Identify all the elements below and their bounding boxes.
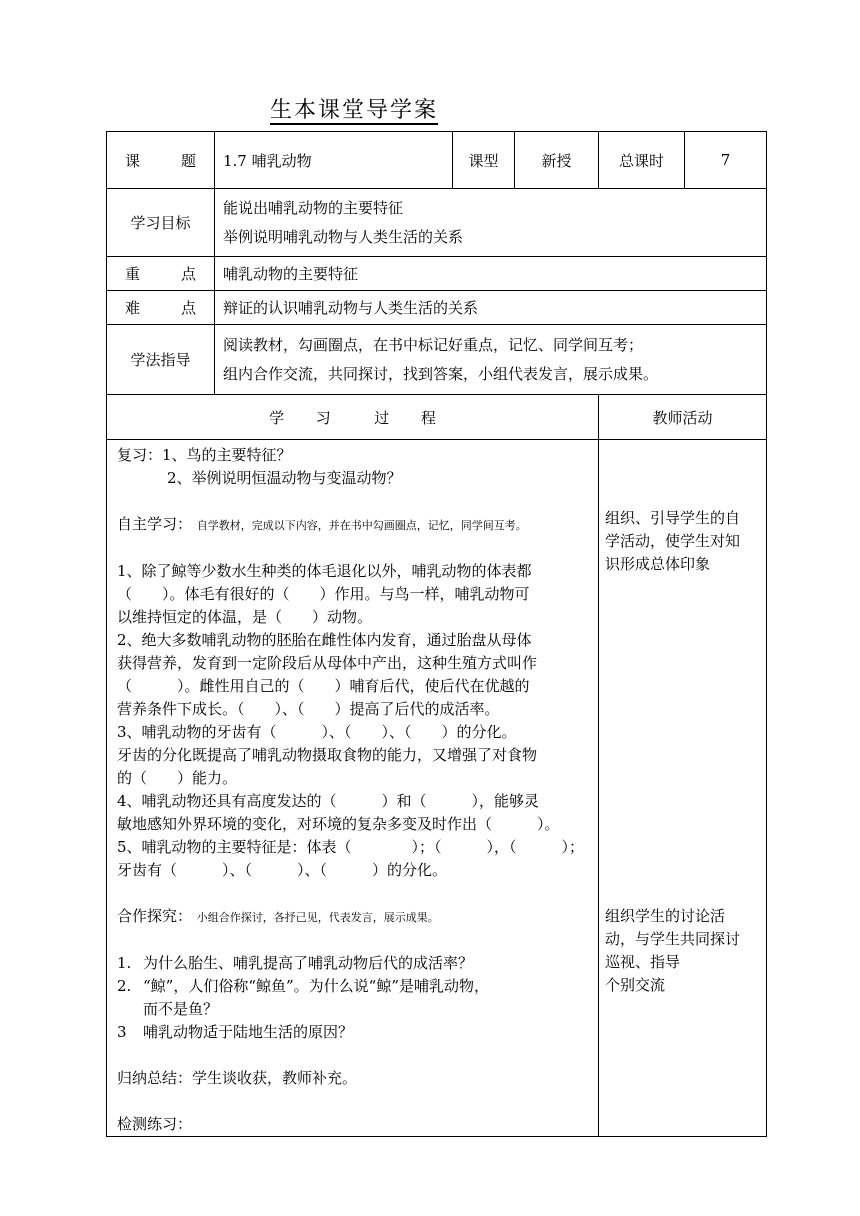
teacher-line: 动，与学生共同探讨	[605, 930, 741, 948]
method-line: 阅读教材，勾画圈点，在书中标记好重点，记忆、同学间互考；	[223, 335, 644, 354]
item-line: 5、哺乳动物的主要特征是：体表（ ）；（ ），（ ）；	[117, 838, 585, 856]
key-point-row	[107, 257, 767, 291]
teacher-line: 组织学生的讨论活	[605, 907, 726, 925]
key-label-char: 点	[180, 265, 196, 283]
teacher-line: 学活动，使学生对知	[605, 532, 741, 550]
topic-row	[107, 132, 767, 189]
question-text-line: “鲸”，人们俗称“鲸鱼”。为什么说“鲸”是哺乳动物，	[143, 977, 490, 995]
process-content	[107, 440, 599, 1137]
total-label: 总课时	[599, 132, 685, 189]
objectives-row	[107, 189, 767, 257]
question-1	[117, 952, 590, 975]
item-line: 牙齿的分化既提高了哺乳动物摄取食物的能力，又增强了对食物	[117, 746, 538, 764]
topic-label-cell	[107, 132, 215, 189]
item-line: 营养条件下成长。（ ）、（ ）提高了后代的成活率。	[117, 700, 500, 718]
key-label-char: 重	[125, 265, 141, 283]
item-line: （ ）。体毛有很好的（ ）作用。与鸟一样，哺乳动物可	[117, 585, 530, 603]
difficulty-label	[107, 291, 215, 325]
item-line: 敏地感知外界环境的变化，对环境的复杂多变及时作出（ ）。	[117, 815, 560, 833]
item-line: 2、绝大多数哺乳动物的胚胎在雌性体内发育，通过胎盘从母体	[117, 631, 532, 649]
item-line: 4、哺乳动物还具有高度发达的（ ）和（ ），能够灵	[117, 792, 540, 810]
difficulty-row	[107, 291, 767, 325]
difficulty-label-char: 难	[125, 299, 141, 317]
question-number: 3	[117, 1023, 127, 1041]
type-label: 课型	[453, 132, 515, 189]
lesson-plan-table	[106, 131, 767, 1137]
type-value: 新授	[515, 132, 599, 189]
objectives-value	[215, 189, 767, 257]
process-header-char: 过	[374, 408, 390, 427]
topic-value: 1.7 哺乳动物	[215, 132, 453, 189]
method-row	[107, 325, 767, 395]
process-header-char: 程	[420, 408, 436, 427]
difficulty-value: 辩证的认识哺乳动物与人类生活的关系	[215, 291, 767, 325]
key-point-value: 哺乳动物的主要特征	[215, 257, 767, 291]
teacher-line: 组织、引导学生的自	[605, 509, 741, 527]
self-study-note: 自学教材，完成以下内容，并在书中勾画圈点，记忆，同学间互考。	[196, 519, 527, 532]
process-header-char: 习	[315, 408, 331, 427]
coop-label: 合作探究：	[117, 907, 193, 925]
topic-label-char: 课	[125, 151, 141, 170]
item-line: 的（ ）能力。	[117, 769, 238, 787]
question-text: 为什么胎生、哺乳提高了哺乳动物后代的成活率？	[143, 954, 474, 972]
question-text-line: 而不是鱼？	[143, 1000, 219, 1018]
teacher-line: 巡视、指导	[605, 953, 681, 971]
teacher-block-1	[605, 507, 760, 576]
review-line-1: 复习：1、鸟的主要特征？	[117, 446, 292, 464]
summary: 归纳总结：学生谈收获，教师补充。	[117, 1069, 358, 1087]
question-3	[117, 1021, 590, 1044]
teacher-block-2	[605, 905, 760, 997]
question-2	[117, 975, 590, 1021]
objectives-label: 学习目标	[107, 189, 215, 257]
teacher-activities	[599, 440, 767, 1137]
total-value: 7	[685, 132, 767, 189]
teacher-header: 教师活动	[599, 395, 767, 440]
method-value	[215, 325, 767, 395]
item-line: 3、哺乳动物的牙齿有（ ）、（ ）、（ ）的分化。	[117, 723, 517, 741]
self-study-label: 自主学习：	[117, 515, 193, 533]
objective-line: 能说出哺乳动物的主要特征	[223, 198, 404, 217]
self-study-heading	[117, 513, 590, 537]
teacher-line: 个别交流	[605, 976, 666, 994]
method-line: 组内合作交流，共同探讨，找到答案，小组代表发言，展示成果。	[223, 364, 659, 383]
self-study-items	[117, 560, 590, 882]
question-text: 哺乳动物适于陆地生活的原因？	[143, 1023, 354, 1041]
teacher-line: 识形成总体印象	[605, 555, 711, 573]
coop-note: 小组合作探讨，各抒己见，代表发言，展示成果。	[196, 911, 439, 924]
practice: 检测练习：	[117, 1115, 193, 1133]
key-point-label	[107, 257, 215, 291]
difficulty-label-char: 点	[180, 299, 196, 317]
question-number: 2.	[117, 977, 132, 995]
item-line: 获得营养，发育到一定阶段后从母体中产出，这种生殖方式叫作	[117, 654, 538, 672]
question-number: 1.	[117, 954, 132, 972]
item-line: 牙齿有（ ）、（ ）、（ ）的分化。	[117, 861, 448, 879]
process-header-char: 学	[269, 408, 285, 427]
review-line-2: 2、举例说明恒温动物与变温动物？	[167, 469, 402, 487]
item-line: 1、除了鲸等少数水生种类的体毛退化以外，哺乳动物的体表都	[117, 562, 532, 580]
process-body-row	[107, 440, 767, 1137]
page-title: 生本课堂导学案	[270, 98, 439, 123]
question-text	[143, 975, 489, 1021]
coop-heading	[117, 905, 590, 929]
objective-line: 举例说明哺乳动物与人类生活的关系	[223, 227, 464, 246]
process-header-row	[107, 395, 767, 440]
topic-label-char: 题	[180, 151, 196, 170]
item-line: （ ）。雌性用自己的（ ）哺育后代，使后代在优越的	[117, 677, 530, 695]
method-label: 学法指导	[107, 325, 215, 395]
process-header	[107, 395, 599, 440]
item-line: 以维持恒定的体温，是（ ）动物。	[117, 608, 373, 626]
